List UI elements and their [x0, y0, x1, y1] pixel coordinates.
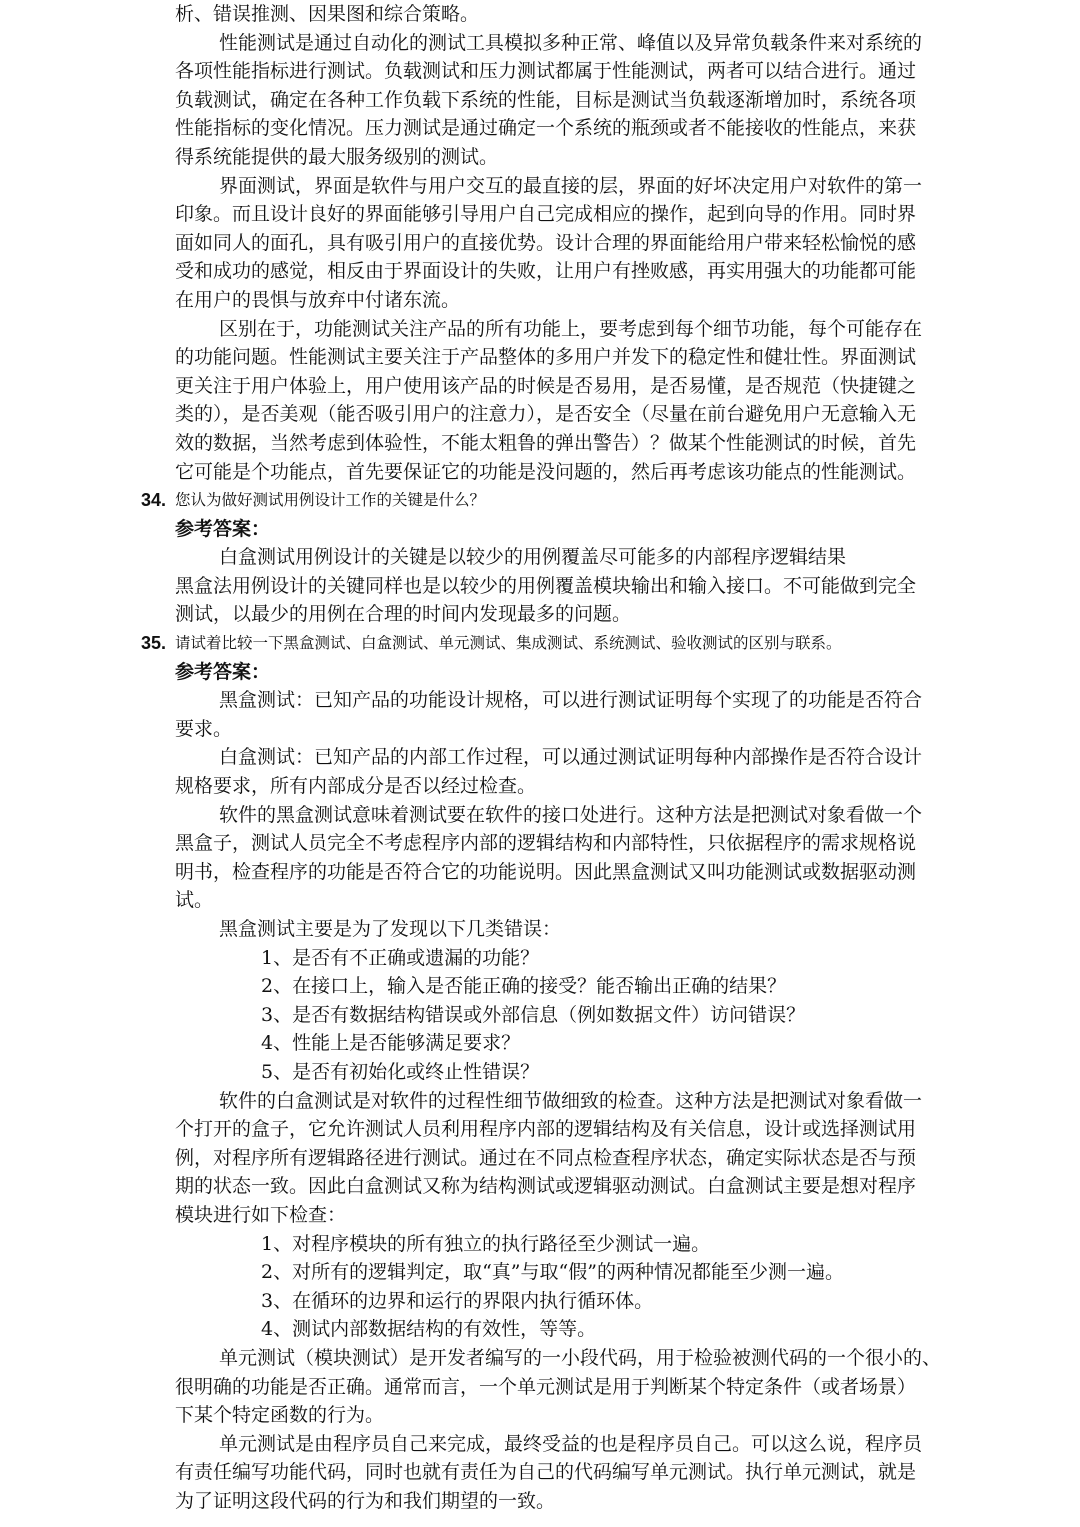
list-item: 3、是否有数据结构错误或外部信息（例如数据文件）访问错误？ [261, 1003, 806, 1026]
text-line: 界面测试，界面是软件与用户交互的最直接的层，界面的好坏决定用户对软件的第一 [219, 174, 923, 197]
text-line: 单元测试是由程序员自己来完成，最终受益的也是程序员自己。可以这么说，程序员 [219, 1432, 923, 1455]
text-line: 规格要求，所有内部成分是否以经过检查。 [175, 775, 537, 798]
text-line: 软件的白盒测试是对软件的过程性细节做细致的检查。这种方法是把测试对象看做一 [219, 1089, 923, 1112]
answer-34 [175, 543, 1020, 629]
text-line: 更关注于用户体验上，用户使用该产品的时候是否易用，是否易懂，是否规范（快捷键之 [175, 374, 917, 397]
white-box-definition [175, 743, 1020, 800]
text-line: 白盒测试用例设计的关键是以较少的用例覆盖尽可能多的内部程序逻辑结果 [219, 546, 847, 569]
text-line: 模块进行如下检查： [175, 1203, 347, 1226]
text-line: 的功能问题。性能测试主要关注于产品整体的多用户并发下的稳定性和健壮性。界面测试 [175, 346, 917, 369]
text-line: 它可能是个功能点，首先要保证它的功能是没问题的，然后再考虑该功能点的性能测试。 [175, 460, 917, 483]
text-line: 受和成功的感觉，相反由于界面设计的失败，让用户有挫败感，再实用强大的功能都可能 [175, 260, 917, 283]
answer-heading: 参考答案： [175, 660, 271, 683]
text-line: 区别在于，功能测试关注产品的所有功能上，要考虑到每个细节功能，每个可能存在 [219, 317, 923, 340]
text-line: 类的），是否美观（能否吸引用户的注意力），是否安全（尽量在前台避免用户无意输入无 [175, 403, 917, 426]
text-line: 性能指标的变化情况。压力测试是通过确定一个系统的瓶颈或者不能接收的性能点，来获 [175, 117, 917, 140]
unit-test-detail [175, 1430, 1020, 1516]
text-line: 期的状态一致。因此白盒测试又称为结构测试或逻辑驱动测试。白盒测试主要是想对程序 [175, 1175, 917, 1198]
white-box-checks-list [175, 1230, 1020, 1344]
list-item: 4、测试内部数据结构的有效性，等等。 [261, 1318, 597, 1341]
text-line: 析、错误推测、因果图和综合策略。 [175, 3, 480, 25]
text-line: 负载测试，确定在各种工作负载下系统的性能，目标是测试当负载逐渐增加时，系统各项 [175, 88, 917, 111]
text-line: 得系统能提供的最大服务级别的测试。 [175, 145, 499, 168]
black-box-definition [175, 686, 1020, 743]
text-line: 白盒测试：已知产品的内部工作过程，可以通过测试证明每种内部操作是否符合设计 [219, 746, 923, 769]
text-line: 例，对程序所有逻辑路径进行测试。通过在不同点检查程序状态，确定实际状态是否与预 [175, 1146, 917, 1169]
list-item: 5、是否有初始化或终止性错误？ [261, 1060, 540, 1083]
black-box-errors-list [175, 944, 1020, 1087]
question-text: 请试着比较一下黑盒测试、白盒测试、单元测试、集成测试、系统测试、验收测试的区别与联系。 [175, 634, 842, 653]
text-line: 各项性能指标进行测试。负载测试和压力测试都属于性能测试，两者可以结合进行。通过 [175, 60, 917, 83]
difference-paragraph [175, 315, 1020, 487]
text-line: 印象。而且设计良好的界面能够引导用户自己完成相应的操作，起到向导的作用。同时界 [175, 203, 917, 226]
intro-paragraph [175, 0, 1020, 29]
text-line: 在用户的畏惧与放弃中付诸东流。 [175, 288, 461, 311]
black-box-errors-intro: 黑盒测试主要是为了发现以下几类错误： [219, 918, 562, 940]
document-page [141, 0, 1020, 1515]
text-line: 测试，以最少的用例在合理的时间内发现最多的问题。 [175, 603, 632, 626]
list-item: 2、在接口上，输入是否能正确的接受？能否输出正确的结果？ [261, 975, 787, 998]
text-line: 明书，检查程序的功能是否符合它的功能说明。因此黑盒测试又叫功能测试或数据驱动测 [175, 860, 917, 883]
text-line: 有责任编写功能代码，同时也就有责任为自己的代码编写单元测试。执行单元测试，就是 [175, 1461, 917, 1484]
text-line: 性能测试是通过自动化的测试工具模拟多种正常、峰值以及异常负载条件来对系统的 [219, 31, 923, 54]
text-line: 很明确的功能是否正确。通常而言，一个单元测试是用于判断某个特定条件（或者场景） [175, 1375, 917, 1398]
text-line: 试。 [175, 889, 214, 912]
text-line: 黑盒测试：已知产品的功能设计规格，可以进行测试证明每个实现了的功能是否符合 [219, 689, 923, 712]
text-line: 为了证明这段代码的行为和我们期望的一致。 [175, 1489, 556, 1512]
text-line: 黑盒子，测试人员完全不考虑程序内部的逻辑结构和内部特性，只依据程序的需求规格说 [175, 832, 917, 855]
question-number: 35. [141, 633, 167, 654]
text-line: 黑盒法用例设计的关键同样也是以较少的用例覆盖模块输出和输入接口。不可能做到完全 [175, 574, 917, 597]
text-line: 软件的黑盒测试意味着测试要在软件的接口处进行。这种方法是把测试对象看做一个 [219, 803, 923, 826]
text-line: 效的数据，当然考虑到体验性，不能太粗鲁的弹出警告）？做某个性能测试的时候，首先 [175, 431, 917, 454]
answer-heading: 参考答案： [175, 517, 271, 540]
question-35 [141, 629, 1020, 658]
text-line: 个打开的盒子，它允许测试人员利用程序内部的逻辑结构及有关信息，设计或选择测试用 [175, 1118, 917, 1141]
list-item: 2、对所有的逻辑判定，取“真”与取“假”的两种情况都能至少测一遍。 [261, 1261, 844, 1284]
black-box-detail [175, 801, 1020, 915]
list-item: 3、在循环的边界和运行的界限内执行循环体。 [261, 1289, 654, 1312]
white-box-detail [175, 1087, 1020, 1230]
unit-test-definition [175, 1344, 1020, 1430]
list-item: 1、是否有不正确或遗漏的功能？ [261, 946, 540, 969]
text-line: 下某个特定函数的行为。 [175, 1404, 385, 1427]
question-34 [141, 486, 1020, 515]
text-line: 要求。 [175, 717, 233, 740]
list-item: 4、性能上是否能够满足要求？ [261, 1032, 521, 1055]
list-item: 1、对程序模块的所有独立的执行路径至少测试一遍。 [261, 1232, 711, 1255]
performance-test-paragraph [175, 29, 1020, 172]
question-text: 您认为做好测试用例设计工作的关键是什么？ [175, 491, 486, 510]
text-line: 面如同人的面孔，具有吸引用户的直接优势。设计合理的界面能给用户带来轻松愉悦的感 [175, 231, 917, 254]
ui-test-paragraph [175, 172, 1020, 315]
question-number: 34. [141, 490, 167, 511]
text-line: 单元测试（模块测试）是开发者编写的一小段代码，用于检验被测代码的一个很小的、 [219, 1346, 942, 1369]
